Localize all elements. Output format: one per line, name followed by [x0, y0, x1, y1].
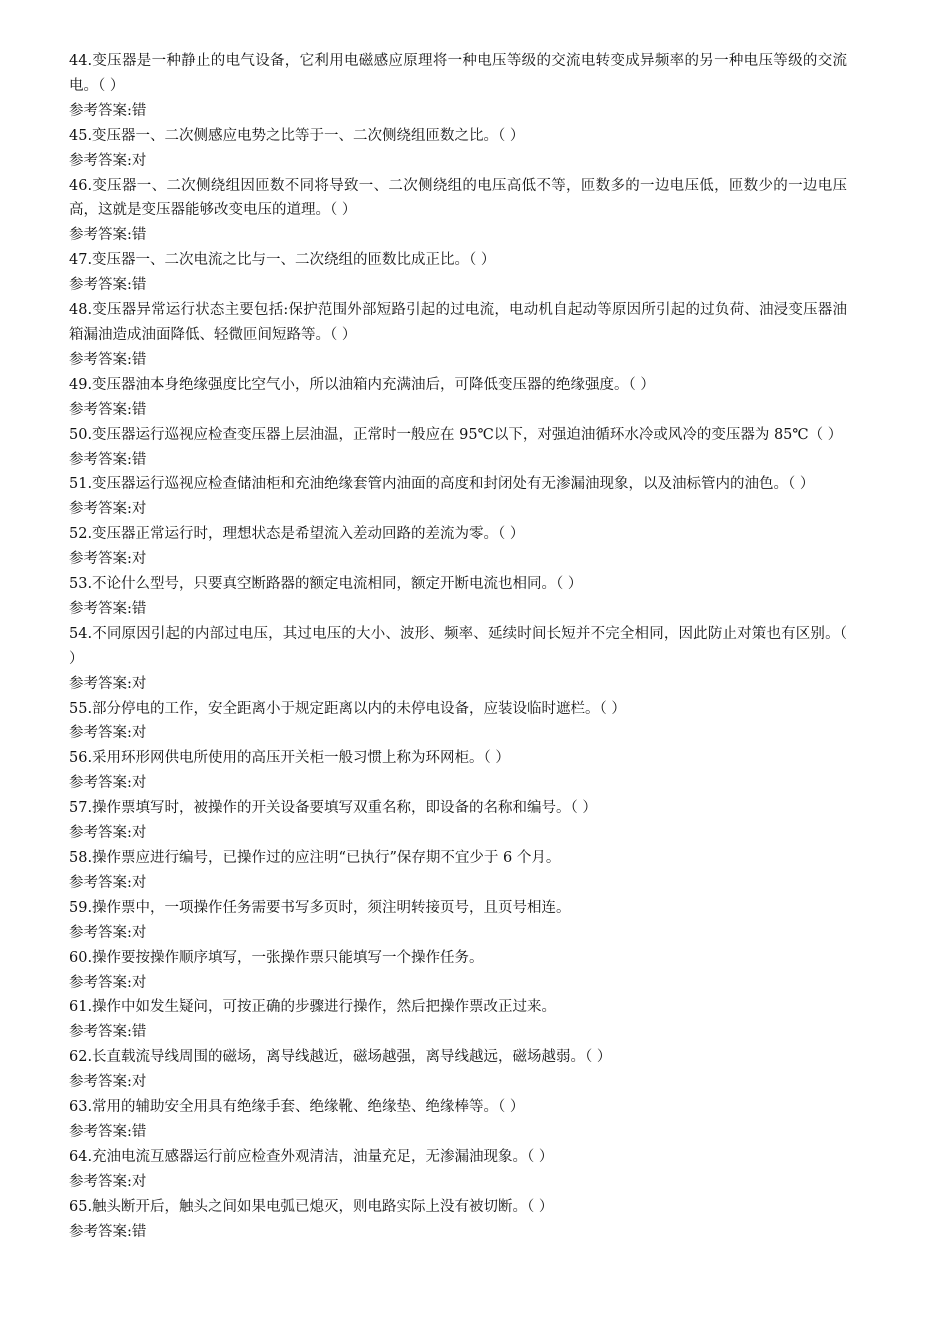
question-block — [69, 248, 847, 298]
reference-answer: 参考答案:对 — [69, 825, 147, 842]
reference-answer: 参考答案:对 — [69, 152, 147, 169]
reference-answer: 参考答案:对 — [69, 675, 147, 692]
reference-answer: 参考答案:错 — [69, 1223, 147, 1240]
question-block — [69, 846, 847, 896]
reference-answer: 参考答案:错 — [69, 1024, 147, 1041]
reference-answer: 参考答案:对 — [69, 501, 147, 518]
question-block — [69, 1195, 847, 1245]
question-text: 63.常用的辅助安全用具有绝缘手套、绝缘靴、绝缘垫、绝缘棒等。（ ） — [69, 1099, 525, 1116]
question-block — [69, 472, 847, 522]
question-text: 55.部分停电的工作，安全距离小于规定距离以内的未停电设备，应装设临时遮栏。（ ） — [69, 700, 626, 717]
reference-answer: 参考答案:错 — [69, 277, 147, 294]
question-text: 48.变压器异常运行状态主要包括:保护范围外部短路引起的过电流，电动机自起动等原因所引起的过负荷、油浸变压器油箱漏油造成油面降低、轻微匝间短路等。（ ） — [69, 302, 847, 343]
question-text: 51.变压器运行巡视应检查储油柜和充油绝缘套管内油面的高度和封闭处有无渗漏油现象，以及油标管内的油色。（ ） — [69, 476, 815, 493]
question-block — [69, 124, 847, 174]
question-block — [69, 896, 847, 946]
reference-answer: 参考答案:对 — [69, 974, 147, 991]
reference-answer: 参考答案:错 — [69, 1123, 147, 1140]
question-text: 58.操作票应进行编号，已操作过的应注明“已执行”保存期不宜少于 6 个月。 — [69, 850, 561, 866]
question-text: 57.操作票填写时，被操作的开关设备要填写双重名称，即设备的名称和编号。（ ） — [69, 800, 597, 817]
question-block — [69, 1095, 847, 1145]
question-block — [69, 622, 847, 697]
question-text: 46.变压器一、二次侧绕组因匝数不同将导致一、二次侧绕组的电压高低不等，匝数多的一边电压低，匝数少的一边电压高，这就是变压器能够改变电压的道理。（ ） — [69, 177, 847, 219]
reference-answer: 参考答案:错 — [69, 227, 147, 244]
question-block — [69, 1045, 847, 1095]
question-text: 59.操作票中，一项操作任务需要书写多页时，须注明转接页号，且页号相连。 — [69, 899, 571, 916]
reference-answer: 参考答案:错 — [69, 600, 147, 617]
question-text: 44.变压器是一种静止的电气设备，它利用电磁感应原理将一种电压等级的交流电转变成异频率的另一种电压等级的交流电。（ ） — [69, 53, 847, 94]
question-block — [69, 746, 847, 796]
question-text: 52.变压器正常运行时，理想状态是希望流入差动回路的差流为零。（ ） — [69, 526, 525, 543]
reference-answer: 参考答案:对 — [69, 1074, 147, 1091]
question-block — [69, 946, 847, 996]
reference-answer: 参考答案:对 — [69, 775, 147, 792]
question-block — [69, 995, 847, 1045]
question-text: 64.充油电流互感器运行前应检查外观清洁，油量充足，无渗漏油现象。（ ） — [69, 1148, 554, 1165]
question-text: 54.不同原因引起的内部过电压，其过电压的大小、波形、频率、延续时间长短并不完全相同，因此防止对策也有区别。（ ） — [69, 625, 847, 667]
question-block — [69, 174, 847, 249]
reference-answer: 参考答案:错 — [69, 401, 147, 418]
question-block — [69, 298, 847, 373]
reference-answer: 参考答案:错 — [69, 351, 147, 368]
question-text: 53.不论什么型号，只要真空断路器的额定电流相同，额定开断电流也相同。（ ） — [69, 576, 583, 593]
reference-answer: 参考答案:错 — [69, 102, 147, 119]
question-text: 47.变压器一、二次电流之比与一、二次绕组的匝数比成正比。（ ） — [69, 252, 496, 269]
question-block — [69, 522, 847, 572]
question-block — [69, 796, 847, 846]
document-page — [69, 49, 847, 1245]
question-block — [69, 373, 847, 423]
question-text: 62.长直载流导线周围的磁场，离导线越近，磁场越强，离导线越远，磁场越弱。（ ） — [69, 1049, 612, 1066]
question-text: 60.操作要按操作顺序填写，一张操作票只能填写一个操作任务。 — [69, 949, 484, 966]
reference-answer: 参考答案:对 — [69, 924, 147, 941]
reference-answer: 参考答案:对 — [69, 1173, 147, 1190]
question-block — [69, 572, 847, 622]
reference-answer: 参考答案:对 — [69, 725, 147, 742]
question-block — [69, 1145, 847, 1195]
question-text: 49.变压器油本身绝缘强度比空气小，所以油箱内充满油后，可降低变压器的绝缘强度。（ ） — [69, 376, 655, 393]
question-block — [69, 697, 847, 747]
question-block — [69, 49, 847, 124]
question-text: 65.触头断开后，触头之间如果电弧已熄灭，则电路实际上没有被切断。（ ） — [69, 1198, 554, 1215]
question-block — [69, 423, 847, 473]
question-text: 50.变压器运行巡视应检查变压器上层油温，正常时一般应在 95℃以下，对强迫油循环水冷或风冷的变压器为 85℃（ ） — [69, 426, 843, 443]
question-text: 56.采用环形网供电所使用的高压开关柜一般习惯上称为环网柜。（ ） — [69, 750, 510, 767]
question-text: 45.变压器一、二次侧感应电势之比等于一、二次侧绕组匝数之比。（ ） — [69, 127, 525, 144]
reference-answer: 参考答案:错 — [69, 451, 147, 468]
reference-answer: 参考答案:对 — [69, 551, 147, 568]
question-text: 61.操作中如发生疑问，可按正确的步骤进行操作，然后把操作票改正过来。 — [69, 999, 557, 1016]
reference-answer: 参考答案:对 — [69, 874, 147, 891]
